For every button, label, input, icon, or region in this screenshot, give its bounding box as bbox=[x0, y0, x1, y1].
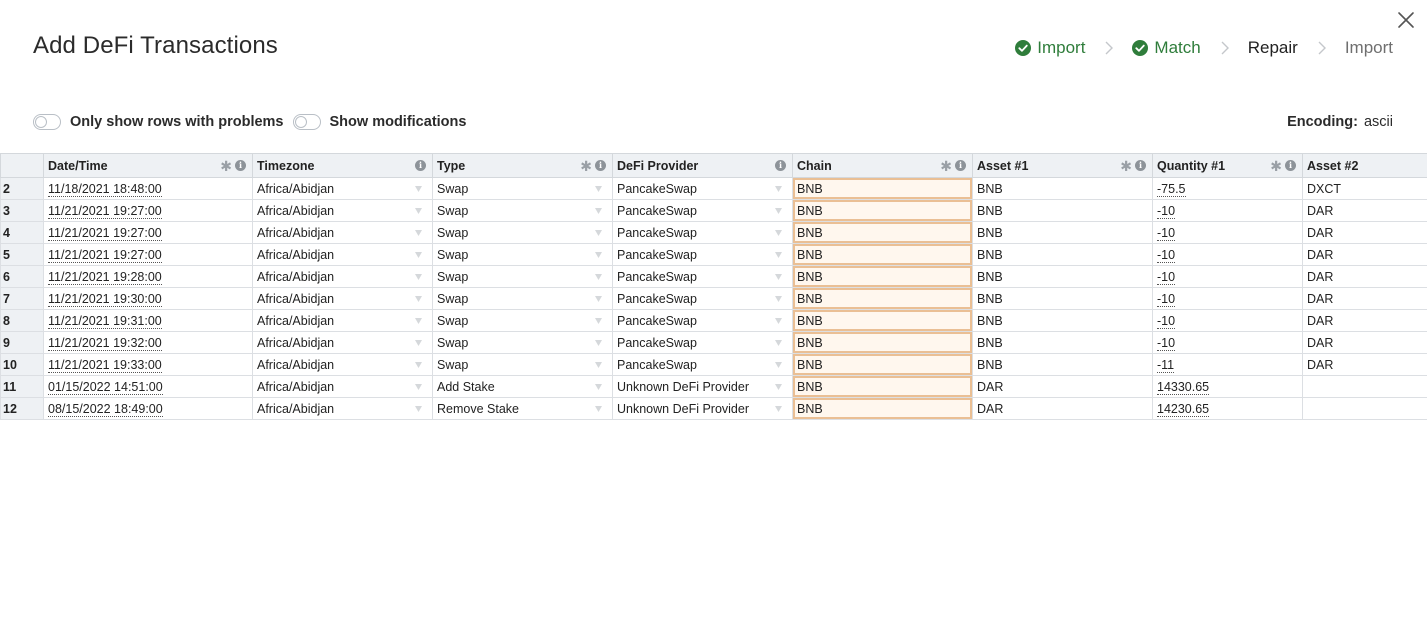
chain-cell[interactable] bbox=[793, 266, 973, 288]
timezone-value: Africa/Abidjan bbox=[257, 335, 335, 350]
qty1-value: -10 bbox=[1157, 225, 1176, 240]
type-value: Swap bbox=[437, 203, 469, 218]
chain-value: BNB bbox=[797, 401, 823, 416]
table-row bbox=[1, 266, 1427, 288]
row-number bbox=[1, 266, 44, 288]
wizard-stepper bbox=[1015, 38, 1393, 58]
asset1-value: BNB bbox=[977, 203, 1003, 218]
datetime-value: 11/18/2021 18:48:00 bbox=[48, 181, 162, 196]
asset2-cell[interactable] bbox=[1303, 332, 1427, 354]
toggle-knob bbox=[295, 116, 307, 128]
dropdown-arrow-icon[interactable] bbox=[415, 274, 422, 280]
row-number bbox=[1, 376, 44, 398]
table-row bbox=[1, 376, 1427, 398]
column-header-asset1[interactable]: Asset #1 ✱ i bbox=[973, 154, 1153, 178]
close-icon bbox=[1396, 10, 1416, 30]
datetime-cell[interactable] bbox=[44, 244, 253, 266]
asset2-cell[interactable] bbox=[1303, 200, 1427, 222]
asset2-value: DAR bbox=[1307, 225, 1334, 240]
asset2-value: DAR bbox=[1307, 247, 1334, 262]
type-value: Swap bbox=[437, 335, 469, 350]
datetime-value: 11/21/2021 19:33:00 bbox=[48, 357, 162, 372]
dropdown-arrow-icon[interactable] bbox=[595, 208, 602, 214]
quantity1-cell[interactable] bbox=[1153, 310, 1303, 332]
dropdown-arrow-icon[interactable] bbox=[415, 252, 422, 258]
chain-cell[interactable] bbox=[793, 398, 973, 420]
chain-value: BNB bbox=[797, 357, 823, 372]
type-value: Swap bbox=[437, 247, 469, 262]
asset2-cell[interactable] bbox=[1303, 398, 1427, 420]
step-import[interactable] bbox=[1015, 38, 1085, 58]
provider-cell[interactable] bbox=[613, 222, 793, 244]
datetime-cell[interactable] bbox=[44, 376, 253, 398]
quantity1-cell[interactable] bbox=[1153, 288, 1303, 310]
chevron-right-icon bbox=[1220, 41, 1230, 55]
timezone-value: Africa/Abidjan bbox=[257, 247, 335, 262]
table-row bbox=[1, 332, 1427, 354]
chain-value: BNB bbox=[797, 379, 823, 394]
dropdown-arrow-icon[interactable] bbox=[415, 186, 422, 192]
type-cell[interactable] bbox=[433, 376, 613, 398]
type-cell[interactable] bbox=[433, 244, 613, 266]
chain-value: BNB bbox=[797, 203, 823, 218]
provider-cell[interactable] bbox=[613, 398, 793, 420]
timezone-cell[interactable] bbox=[253, 222, 433, 244]
asset1-cell[interactable] bbox=[973, 354, 1153, 376]
provider-value: PancakeSwap bbox=[617, 357, 697, 372]
dropdown-arrow-icon[interactable] bbox=[775, 340, 782, 346]
filter-toolbar bbox=[33, 112, 475, 132]
quantity1-cell[interactable] bbox=[1153, 376, 1303, 398]
dropdown-arrow-icon[interactable] bbox=[595, 384, 602, 390]
chain-cell[interactable] bbox=[793, 244, 973, 266]
asset2-cell[interactable] bbox=[1303, 354, 1427, 376]
type-cell[interactable] bbox=[433, 178, 613, 200]
dropdown-arrow-icon[interactable] bbox=[775, 406, 782, 412]
datetime-cell[interactable] bbox=[44, 178, 253, 200]
type-value: Swap bbox=[437, 357, 469, 372]
chain-cell[interactable] bbox=[793, 288, 973, 310]
info-icon[interactable]: i bbox=[1135, 160, 1146, 171]
type-value: Swap bbox=[437, 269, 469, 284]
info-icon[interactable]: i bbox=[1285, 160, 1296, 171]
quantity1-cell[interactable] bbox=[1153, 398, 1303, 420]
check-circle-icon bbox=[1132, 40, 1148, 56]
n-value: 9 bbox=[3, 335, 10, 350]
n-value: 4 bbox=[3, 225, 10, 240]
datetime-value: 11/21/2021 19:28:00 bbox=[48, 269, 162, 284]
quantity1-cell[interactable] bbox=[1153, 244, 1303, 266]
header-row bbox=[1, 154, 1427, 178]
provider-value: Unknown DeFi Provider bbox=[617, 379, 749, 394]
row-number bbox=[1, 288, 44, 310]
provider-value: PancakeSwap bbox=[617, 313, 697, 328]
dropdown-arrow-icon[interactable] bbox=[595, 340, 602, 346]
qty1-value: -10 bbox=[1157, 203, 1176, 218]
datetime-cell[interactable] bbox=[44, 200, 253, 222]
dropdown-arrow-icon[interactable] bbox=[415, 318, 422, 324]
encoding-indicator bbox=[1287, 114, 1393, 130]
close-button[interactable] bbox=[1396, 10, 1416, 30]
datetime-value: 11/21/2021 19:32:00 bbox=[48, 335, 162, 350]
provider-cell[interactable] bbox=[613, 376, 793, 398]
asset2-cell[interactable] bbox=[1303, 288, 1427, 310]
provider-value: PancakeSwap bbox=[617, 335, 697, 350]
qty1-value: -11 bbox=[1157, 357, 1175, 372]
type-cell[interactable] bbox=[433, 266, 613, 288]
n-value: 2 bbox=[3, 181, 10, 196]
asset1-value: BNB bbox=[977, 357, 1003, 372]
asset1-cell[interactable] bbox=[973, 222, 1153, 244]
required-asterisk-icon: ✱ bbox=[1120, 157, 1132, 174]
info-icon[interactable]: i bbox=[955, 160, 966, 171]
provider-value: PancakeSwap bbox=[617, 181, 697, 196]
dropdown-arrow-icon[interactable] bbox=[415, 362, 422, 368]
provider-cell[interactable] bbox=[613, 266, 793, 288]
asset1-cell[interactable] bbox=[973, 398, 1153, 420]
chevron-right-icon bbox=[1104, 41, 1114, 55]
datetime-cell[interactable] bbox=[44, 354, 253, 376]
asset2-cell[interactable] bbox=[1303, 178, 1427, 200]
qty1-value: -10 bbox=[1157, 269, 1176, 284]
type-value: Remove Stake bbox=[437, 401, 519, 416]
n-value: 8 bbox=[3, 313, 10, 328]
encoding-value: ascii bbox=[1363, 114, 1393, 130]
qty1-value: 14230.65 bbox=[1157, 401, 1210, 416]
table-row bbox=[1, 178, 1427, 200]
dropdown-arrow-icon[interactable] bbox=[415, 230, 422, 236]
dropdown-arrow-icon[interactable] bbox=[415, 406, 422, 412]
table-row bbox=[1, 354, 1427, 376]
asset2-cell[interactable] bbox=[1303, 310, 1427, 332]
asset1-cell[interactable] bbox=[973, 376, 1153, 398]
asset1-value: BNB bbox=[977, 335, 1003, 350]
asset2-value: DAR bbox=[1307, 291, 1334, 306]
chain-value: BNB bbox=[797, 291, 823, 306]
step-repair[interactable] bbox=[1248, 38, 1298, 58]
column-header-provider[interactable]: DeFi Provider i bbox=[613, 154, 793, 178]
required-asterisk-icon: ✱ bbox=[220, 157, 232, 174]
asset1-cell[interactable] bbox=[973, 266, 1153, 288]
provider-cell[interactable] bbox=[613, 178, 793, 200]
row-number bbox=[1, 310, 44, 332]
dropdown-arrow-icon[interactable] bbox=[595, 274, 602, 280]
dropdown-arrow-icon[interactable] bbox=[775, 208, 782, 214]
qty1-value: 14330.65 bbox=[1157, 379, 1210, 394]
n-value: 10 bbox=[3, 357, 17, 372]
chain-value: BNB bbox=[797, 335, 823, 350]
quantity1-cell[interactable] bbox=[1153, 200, 1303, 222]
row-number bbox=[1, 244, 44, 266]
qty1-value: -10 bbox=[1157, 335, 1176, 350]
datetime-value: 01/15/2022 14:51:00 bbox=[48, 379, 163, 394]
modifications-toggle-label: Show modifications bbox=[329, 114, 467, 130]
row-number bbox=[1, 354, 44, 376]
provider-value: PancakeSwap bbox=[617, 269, 697, 284]
asset2-cell[interactable] bbox=[1303, 266, 1427, 288]
dropdown-arrow-icon[interactable] bbox=[595, 406, 602, 412]
timezone-value: Africa/Abidjan bbox=[257, 203, 335, 218]
datetime-value: 11/21/2021 19:30:00 bbox=[48, 291, 162, 306]
column-header-chain[interactable]: Chain ✱ i bbox=[793, 154, 973, 178]
modifications-toggle[interactable] bbox=[293, 114, 321, 130]
dropdown-arrow-icon[interactable] bbox=[775, 384, 782, 390]
datetime-cell[interactable] bbox=[44, 310, 253, 332]
type-cell[interactable] bbox=[433, 222, 613, 244]
table-row bbox=[1, 200, 1427, 222]
required-asterisk-icon: ✱ bbox=[1270, 157, 1282, 174]
chain-value: BNB bbox=[797, 313, 823, 328]
chain-value: BNB bbox=[797, 181, 823, 196]
dropdown-arrow-icon[interactable] bbox=[775, 362, 782, 368]
asset2-value: DXCT bbox=[1307, 181, 1342, 196]
asset1-value: BNB bbox=[977, 291, 1003, 306]
provider-cell[interactable] bbox=[613, 332, 793, 354]
timezone-cell[interactable] bbox=[253, 398, 433, 420]
datetime-cell[interactable] bbox=[44, 222, 253, 244]
dropdown-arrow-icon[interactable] bbox=[595, 362, 602, 368]
asset2-value: DAR bbox=[1307, 269, 1334, 284]
asset1-value: BNB bbox=[977, 247, 1003, 262]
dropdown-arrow-icon[interactable] bbox=[775, 252, 782, 258]
timezone-cell[interactable] bbox=[253, 244, 433, 266]
asset1-value: BNB bbox=[977, 181, 1003, 196]
asset2-value: DAR bbox=[1307, 357, 1334, 372]
info-icon[interactable]: i bbox=[775, 160, 786, 171]
asset1-value: BNB bbox=[977, 225, 1003, 240]
transactions-table bbox=[0, 153, 1427, 420]
timezone-cell[interactable] bbox=[253, 200, 433, 222]
info-icon[interactable]: i bbox=[415, 160, 426, 171]
timezone-cell[interactable] bbox=[253, 288, 433, 310]
datetime-value: 11/21/2021 19:27:00 bbox=[48, 225, 162, 240]
dropdown-arrow-icon[interactable] bbox=[415, 340, 422, 346]
dropdown-arrow-icon[interactable] bbox=[415, 296, 422, 302]
asset1-value: DAR bbox=[977, 401, 1004, 416]
qty1-value: -10 bbox=[1157, 313, 1176, 328]
asset1-value: BNB bbox=[977, 313, 1003, 328]
table-row bbox=[1, 288, 1427, 310]
info-icon[interactable]: i bbox=[595, 160, 606, 171]
row-number bbox=[1, 398, 44, 420]
n-value: 11 bbox=[3, 379, 17, 394]
type-cell[interactable] bbox=[433, 310, 613, 332]
timezone-value: Africa/Abidjan bbox=[257, 357, 335, 372]
dropdown-arrow-icon[interactable] bbox=[415, 384, 422, 390]
dropdown-arrow-icon[interactable] bbox=[595, 252, 602, 258]
row-number bbox=[1, 332, 44, 354]
asset2-cell[interactable] bbox=[1303, 222, 1427, 244]
dropdown-arrow-icon[interactable] bbox=[775, 274, 782, 280]
dropdown-arrow-icon[interactable] bbox=[415, 208, 422, 214]
problems-toggle[interactable] bbox=[33, 114, 61, 130]
step-import-final[interactable] bbox=[1345, 38, 1393, 58]
row-number bbox=[1, 178, 44, 200]
asset2-cell[interactable] bbox=[1303, 244, 1427, 266]
type-cell[interactable] bbox=[433, 398, 613, 420]
type-value: Swap bbox=[437, 181, 469, 196]
quantity1-cell[interactable] bbox=[1153, 332, 1303, 354]
timezone-value: Africa/Abidjan bbox=[257, 313, 335, 328]
info-icon[interactable]: i bbox=[235, 160, 246, 171]
check-circle-icon bbox=[1015, 40, 1031, 56]
datetime-value: 11/21/2021 19:27:00 bbox=[48, 203, 162, 218]
type-cell[interactable] bbox=[433, 354, 613, 376]
required-asterisk-icon: ✱ bbox=[580, 157, 592, 174]
provider-value: PancakeSwap bbox=[617, 247, 697, 262]
n-value: 5 bbox=[3, 247, 10, 262]
asset1-cell[interactable] bbox=[973, 288, 1153, 310]
type-value: Swap bbox=[437, 225, 469, 240]
chevron-right-icon bbox=[1317, 41, 1327, 55]
asset1-cell[interactable] bbox=[973, 244, 1153, 266]
asset2-value: DAR bbox=[1307, 313, 1334, 328]
toggle-knob bbox=[35, 116, 47, 128]
timezone-cell[interactable] bbox=[253, 354, 433, 376]
provider-cell[interactable] bbox=[613, 288, 793, 310]
row-number bbox=[1, 222, 44, 244]
provider-cell[interactable] bbox=[613, 354, 793, 376]
row-number bbox=[1, 200, 44, 222]
chain-cell[interactable] bbox=[793, 310, 973, 332]
dropdown-arrow-icon[interactable] bbox=[595, 296, 602, 302]
table-row bbox=[1, 398, 1427, 420]
type-cell[interactable] bbox=[433, 288, 613, 310]
asset1-cell[interactable] bbox=[973, 310, 1153, 332]
dropdown-arrow-icon[interactable] bbox=[775, 230, 782, 236]
qty1-value: -10 bbox=[1157, 247, 1176, 262]
chain-cell[interactable] bbox=[793, 200, 973, 222]
timezone-value: Africa/Abidjan bbox=[257, 225, 335, 240]
timezone-cell[interactable] bbox=[253, 332, 433, 354]
timezone-cell[interactable] bbox=[253, 310, 433, 332]
asset1-cell[interactable] bbox=[973, 178, 1153, 200]
chain-cell[interactable] bbox=[793, 222, 973, 244]
n-value: 6 bbox=[3, 269, 10, 284]
provider-value: PancakeSwap bbox=[617, 203, 697, 218]
qty1-value: -10 bbox=[1157, 291, 1176, 306]
datetime-value: 08/15/2022 18:49:00 bbox=[48, 401, 163, 416]
column-header-type[interactable]: Type ✱ i bbox=[433, 154, 613, 178]
timezone-cell[interactable] bbox=[253, 376, 433, 398]
quantity1-cell[interactable] bbox=[1153, 266, 1303, 288]
timezone-cell[interactable] bbox=[253, 266, 433, 288]
step-label: Repair bbox=[1247, 38, 1298, 57]
datetime-cell[interactable] bbox=[44, 332, 253, 354]
datetime-cell[interactable] bbox=[44, 398, 253, 420]
timezone-value: Africa/Abidjan bbox=[257, 269, 335, 284]
provider-value: Unknown DeFi Provider bbox=[617, 401, 749, 416]
n-value: 3 bbox=[3, 203, 10, 218]
dropdown-arrow-icon[interactable] bbox=[775, 186, 782, 192]
chain-value: BNB bbox=[797, 269, 823, 284]
datetime-cell[interactable] bbox=[44, 266, 253, 288]
type-value: Swap bbox=[437, 313, 469, 328]
asset2-cell[interactable] bbox=[1303, 376, 1427, 398]
dropdown-arrow-icon[interactable] bbox=[595, 318, 602, 324]
timezone-value: Africa/Abidjan bbox=[257, 379, 335, 394]
transactions-grid bbox=[0, 153, 1427, 420]
step-label: Import bbox=[1344, 38, 1393, 57]
quantity1-cell[interactable] bbox=[1153, 222, 1303, 244]
provider-value: PancakeSwap bbox=[617, 225, 697, 240]
dropdown-arrow-icon[interactable] bbox=[595, 186, 602, 192]
step-match[interactable] bbox=[1132, 38, 1200, 58]
datetime-cell[interactable] bbox=[44, 288, 253, 310]
dropdown-arrow-icon[interactable] bbox=[775, 318, 782, 324]
required-asterisk-icon: ✱ bbox=[940, 157, 952, 174]
n-value: 12 bbox=[3, 401, 17, 416]
datetime-value: 11/21/2021 19:31:00 bbox=[48, 313, 162, 328]
datetime-value: 11/21/2021 19:27:00 bbox=[48, 247, 162, 262]
page-title: Add DeFi Transactions bbox=[33, 32, 278, 59]
type-value: Swap bbox=[437, 291, 469, 306]
chain-value: BNB bbox=[797, 225, 823, 240]
timezone-value: Africa/Abidjan bbox=[257, 401, 335, 416]
chain-value: BNB bbox=[797, 247, 823, 262]
type-cell[interactable] bbox=[433, 332, 613, 354]
column-header-asset2[interactable]: Asset #2 bbox=[1303, 154, 1427, 178]
qty1-value: -75.5 bbox=[1157, 181, 1186, 196]
table-row bbox=[1, 310, 1427, 332]
dropdown-arrow-icon[interactable] bbox=[595, 230, 602, 236]
asset1-value: BNB bbox=[977, 269, 1003, 284]
column-header-quantity1[interactable]: Quantity #1 ✱ i bbox=[1153, 154, 1303, 178]
chain-cell[interactable] bbox=[793, 354, 973, 376]
chain-cell[interactable] bbox=[793, 332, 973, 354]
provider-cell[interactable] bbox=[613, 310, 793, 332]
asset1-value: DAR bbox=[977, 379, 1004, 394]
timezone-value: Africa/Abidjan bbox=[257, 181, 335, 196]
timezone-cell[interactable] bbox=[253, 178, 433, 200]
chain-cell[interactable] bbox=[793, 376, 973, 398]
encoding-label: Encoding: bbox=[1287, 114, 1358, 130]
asset1-cell[interactable] bbox=[973, 200, 1153, 222]
n-value: 7 bbox=[3, 291, 10, 306]
row-number-header bbox=[1, 154, 44, 178]
asset2-value: DAR bbox=[1307, 335, 1334, 350]
timezone-value: Africa/Abidjan bbox=[257, 291, 335, 306]
column-header-timezone[interactable]: Timezone i bbox=[253, 154, 433, 178]
asset1-cell[interactable] bbox=[973, 332, 1153, 354]
column-header-datetime[interactable]: Date/Time ✱ i bbox=[44, 154, 253, 178]
step-label: Match bbox=[1154, 38, 1201, 57]
type-value: Add Stake bbox=[437, 379, 495, 394]
quantity1-cell[interactable] bbox=[1153, 354, 1303, 376]
table-row bbox=[1, 244, 1427, 266]
provider-value: PancakeSwap bbox=[617, 291, 697, 306]
problems-toggle-label: Only show rows with problems bbox=[70, 114, 284, 130]
chain-cell[interactable] bbox=[793, 178, 973, 200]
quantity1-cell[interactable] bbox=[1153, 178, 1303, 200]
dropdown-arrow-icon[interactable] bbox=[775, 296, 782, 302]
table-row bbox=[1, 222, 1427, 244]
type-cell[interactable] bbox=[433, 200, 613, 222]
provider-cell[interactable] bbox=[613, 200, 793, 222]
asset2-value: DAR bbox=[1307, 203, 1334, 218]
step-label: Import bbox=[1037, 38, 1086, 57]
provider-cell[interactable] bbox=[613, 244, 793, 266]
